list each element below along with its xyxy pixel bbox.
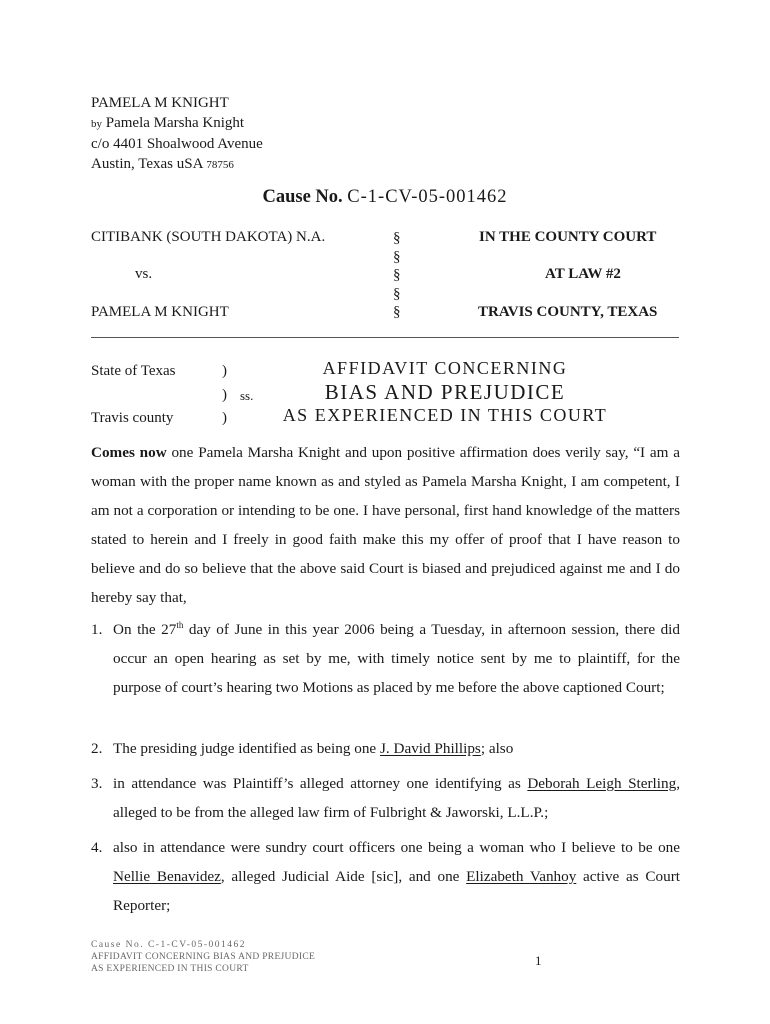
header-by-name: Pamela Marsha Knight <box>105 115 245 131</box>
judge-name: J. David Phillips <box>379 740 481 757</box>
document-title-line-2: BIAS AND PREJUDICE <box>324 380 566 404</box>
section-marks <box>393 229 401 322</box>
list-item <box>91 833 680 920</box>
list-item-number: 1. <box>91 621 103 638</box>
item-text: , alleged Judicial Aide [sic], and one <box>220 868 467 885</box>
caption-plaintiff: CITIBANK (SOUTH DAKOTA) N.A. <box>91 229 326 245</box>
party-address-block <box>91 93 263 175</box>
cause-value: C-1-CV-05-001462 <box>347 187 508 207</box>
item-text: On the 27 <box>113 621 177 638</box>
venue-county: Travis county <box>91 410 174 426</box>
header-address: c/o 4401 Shoalwood Avenue <box>91 136 263 152</box>
court-line-2: AT LAW #2 <box>545 266 621 282</box>
caption-versus: vs. <box>135 266 153 282</box>
venue-paren: ) <box>222 363 227 379</box>
venue-ss: ss. <box>240 388 254 403</box>
list-item-number: 4. <box>91 839 103 856</box>
list-item-number: 3. <box>91 775 103 792</box>
list-item-number: 2. <box>91 740 103 757</box>
attorney-name: Deborah Leigh Sterling <box>527 775 677 792</box>
intro-paragraph <box>91 438 680 612</box>
item-text: ; also <box>480 740 514 757</box>
item-text: , alleged to be from the alleged law firm of Fulbright & Jaworski, L.L.P.; <box>113 775 680 821</box>
footer-title-1: AFFIDAVIT CONCERNING BIAS AND PREJUDICE <box>91 952 316 962</box>
aide-name: Nellie Benavidez <box>113 868 221 885</box>
venue-paren: ) <box>222 387 227 403</box>
header-by-line <box>91 113 263 134</box>
footer-title-2: AS EXPERIENCED IN THIS COURT <box>91 964 249 974</box>
section-mark: § <box>393 230 401 246</box>
list-item <box>91 615 680 702</box>
item-text: in attendance was Plaintiff’s alleged attorney one identifying as <box>113 775 528 792</box>
section-mark: § <box>393 248 401 265</box>
court-line-3: TRAVIS COUNTY, TEXAS <box>478 304 658 320</box>
section-mark: § <box>393 285 401 302</box>
cause-number <box>0 187 770 208</box>
list-item <box>91 734 680 763</box>
reporter-name: Elizabeth Vanhoy <box>466 868 577 885</box>
header-city-line <box>91 154 263 175</box>
section-mark: § <box>393 304 401 320</box>
intro-text: one Pamela Marsha Knight and upon positive affirmation does verily say, “I am a woman with the proper name known as and styled as Pamela Marsha Knight, I am competent, I am not a corporation or intending to be one. I have personal, first hand knowledge of the matters stated to herein and I freely in good faith make this my offer of proof that I have reason to believe and do so believe that the above said Court is biased and prejudiced against me and I do hereby say that, <box>91 444 680 606</box>
item-text: active as Court Reporter; <box>113 868 680 914</box>
caption-defendant: PAMELA M KNIGHT <box>91 304 229 320</box>
venue-state: State of Texas <box>91 363 176 379</box>
document-title-line-1: AFFIDAVIT CONCERNING <box>322 358 568 378</box>
document-title-line-3: AS EXPERIENCED IN THIS COURT <box>282 405 608 425</box>
header-zip: 78756 <box>206 159 234 171</box>
page-footer <box>91 939 315 975</box>
footer-cause: Cause No. C-1-CV-05-001462 <box>91 940 247 950</box>
item-text: day of June in this year 2006 being a Tuesday, in afternoon session, there did occur an open hearing as set by me, with timely notice sent by me to plaintiff, for the purpose of court’s hearing two Motions as placed by me before the above captioned Court; <box>113 621 680 696</box>
item-text: The presiding judge identified as being one <box>113 740 380 757</box>
court-line-1: IN THE COUNTY COURT <box>479 229 657 245</box>
section-mark: § <box>393 267 401 283</box>
page-number: 1 <box>535 953 542 968</box>
header-by-prefix: by <box>91 118 102 130</box>
list-item <box>91 769 680 827</box>
ordinal-suffix: th <box>176 620 184 630</box>
caption-divider <box>91 337 679 338</box>
venue-paren: ) <box>222 410 227 426</box>
intro-lead: Comes now <box>91 444 167 461</box>
header-city: Austin, Texas uSA <box>91 156 203 172</box>
cause-label: Cause No. <box>262 187 343 207</box>
item-text: also in attendance were sundry court officers one being a woman who I believe to be one <box>113 839 680 856</box>
header-name: PAMELA M KNIGHT <box>91 95 229 111</box>
